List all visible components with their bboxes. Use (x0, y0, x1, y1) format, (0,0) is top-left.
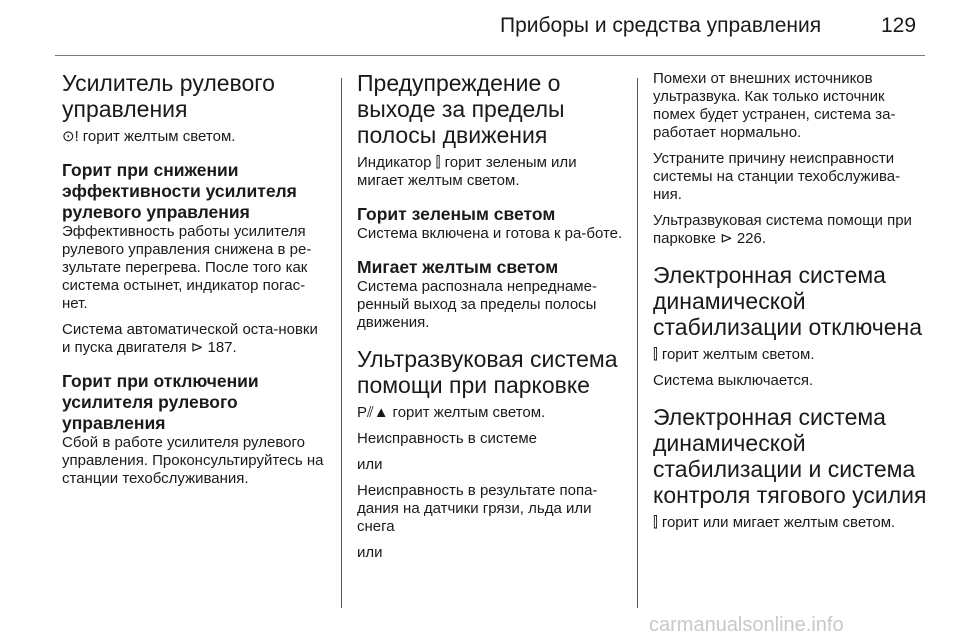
subheading-yellow: Мигает желтым светом (357, 257, 559, 277)
paragraph: P⫽▲ горит желтым светом. (357, 404, 546, 421)
paragraph: Система распознала непреднаме-ренный выход за пределы полосы движения. (357, 278, 597, 331)
paragraph: Ультразвуковая система помощи при парковке ⊳ 226. (653, 212, 912, 247)
header-divider (55, 55, 925, 56)
paragraph: ⊙! горит желтым светом. (62, 128, 236, 145)
paragraph: или (357, 456, 383, 473)
column-divider-2 (637, 78, 638, 608)
column-2 (357, 70, 625, 570)
esc-off-icon: ⫿ (653, 346, 658, 363)
paragraph: Индикатор ⫿ горит зеленым или мигает желтым светом. (357, 154, 577, 189)
paragraph: Система автоматической оста-новки и пуска двигателя ⊳ 187. (62, 321, 318, 356)
paragraph: или (357, 544, 383, 561)
paragraph: Сбой в работе усилителя рулевого управления. Проконсультируйтесь на станции техобслуживания. (62, 434, 324, 487)
column-1 (62, 70, 330, 496)
parking-assist-icon: P⫽▲ (357, 404, 389, 421)
subheading-reduced-efficiency: Горит при снижении эффективности усилителя рулевого управления (62, 160, 297, 222)
running-header-title: Приборы и средства управления (500, 14, 822, 37)
paragraph: ⫿ горит или мигает желтым светом. (653, 514, 896, 531)
paragraph: Помехи от внешних источников ультразвука. Как только источник помех будет устранен, система за-работает нормально. (653, 70, 896, 141)
paragraph: Система включена и готова к ра-боте. (357, 225, 623, 242)
column-divider-1 (341, 78, 342, 608)
watermark: carmanualsonline.info (649, 614, 844, 636)
paragraph: Неисправность в системе (357, 430, 538, 447)
subheading-steering-off: Горит при отключении усилителя рулевого управления (62, 371, 259, 433)
paragraph: Неисправность в результате попа-дания на датчики грязи, льда или снега (357, 482, 598, 535)
paragraph: Эффективность работы усилителя рулевого управления снижена в ре-зультате перегрева. После того как система остынет, индикатор погас-нет. (62, 223, 312, 312)
section-heading-lane-departure: Предупреждение о выходе за пределы полосы движения (357, 70, 565, 148)
subheading-green: Горит зеленым светом (357, 204, 556, 224)
section-heading-esc-traction: Электронная система динамической стабилизации и система контроля тягового усилия (653, 404, 927, 508)
section-heading-power-steering: Усилитель рулевого управления (62, 70, 275, 122)
paragraph: ⫿ горит желтым светом. (653, 346, 815, 363)
paragraph: Устраните причину неисправности системы на станции техобслужива-ния. (653, 150, 901, 203)
column-3 (653, 70, 928, 540)
page-number: 129 (881, 14, 917, 37)
section-heading-esc-off: Электронная система динамической стабилизации отключена (653, 262, 923, 340)
esc-traction-icon: ⫿ (653, 514, 658, 531)
section-heading-parking-assist: Ультразвуковая система помощи при парковке (357, 346, 618, 398)
power-steering-warning-icon: ⊙! (62, 128, 79, 145)
paragraph: Система выключается. (653, 372, 814, 389)
